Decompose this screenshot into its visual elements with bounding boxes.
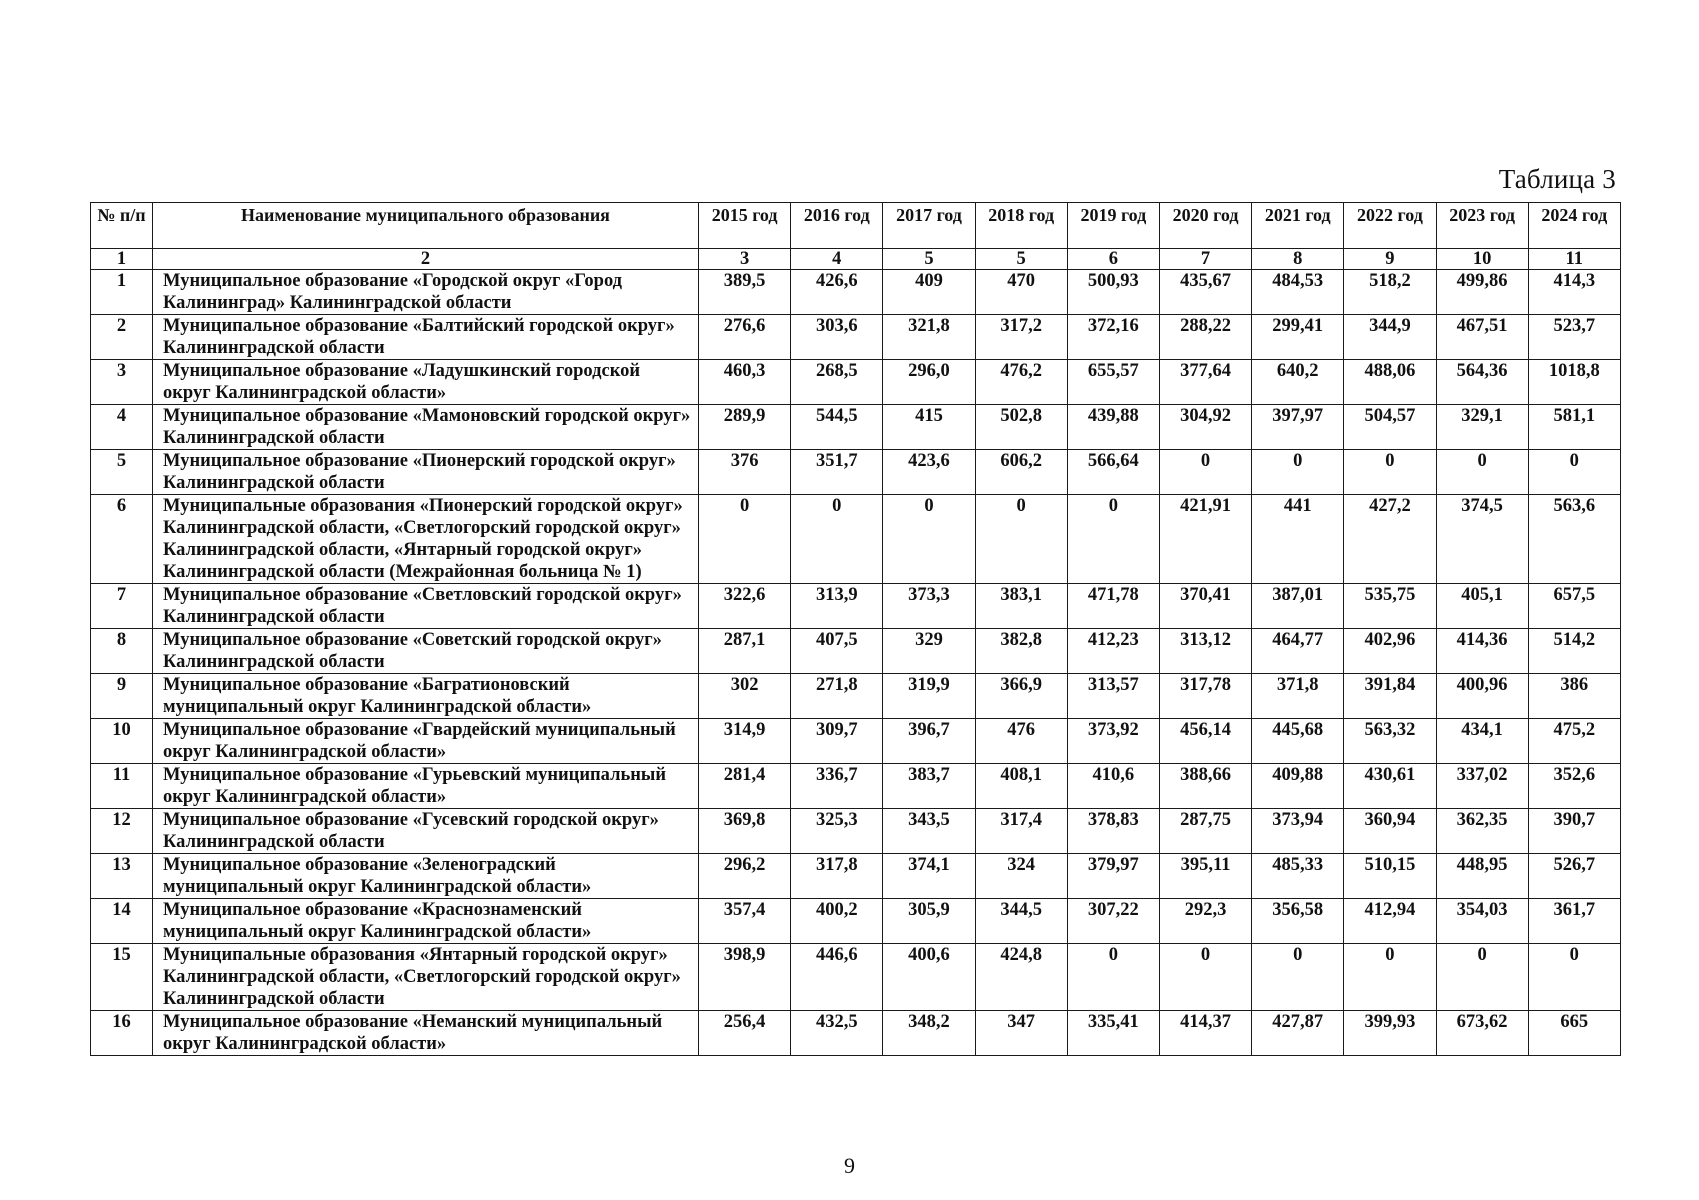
municipality-name: Муниципальное образование «Краснознаменский муниципальный округ Калининградской области» — [153, 899, 699, 944]
year-value: 307,22 — [1067, 899, 1159, 944]
municipality-name: Муниципальное образование «Гусевский городской округ» Калининградской области — [153, 809, 699, 854]
year-value: 427,2 — [1344, 495, 1436, 584]
column-number: 7 — [1159, 249, 1251, 270]
year-value: 464,77 — [1252, 629, 1344, 674]
table-row — [91, 405, 1621, 450]
year-value: 502,8 — [975, 405, 1067, 450]
municipality-name: Муниципальное образование «Мамоновский городской округ» Калининградской области — [153, 405, 699, 450]
header-year: 2017 год — [883, 203, 975, 249]
table-body — [91, 270, 1621, 1056]
row-number: 10 — [91, 719, 153, 764]
year-value: 343,5 — [883, 809, 975, 854]
year-value: 348,2 — [883, 1011, 975, 1056]
year-value: 0 — [975, 495, 1067, 584]
header-year: 2020 год — [1159, 203, 1251, 249]
municipality-name: Муниципальное образование «Зеленоградский муниципальный округ Калининградской области» — [153, 854, 699, 899]
year-value: 526,7 — [1528, 854, 1620, 899]
year-value: 0 — [1528, 944, 1620, 1011]
year-value: 281,4 — [699, 764, 791, 809]
year-value: 292,3 — [1159, 899, 1251, 944]
year-value: 386 — [1528, 674, 1620, 719]
year-value: 271,8 — [791, 674, 883, 719]
year-value: 523,7 — [1528, 315, 1620, 360]
year-value: 657,5 — [1528, 584, 1620, 629]
year-value: 335,41 — [1067, 1011, 1159, 1056]
year-value: 317,2 — [975, 315, 1067, 360]
column-number: 10 — [1436, 249, 1528, 270]
year-value: 435,67 — [1159, 270, 1251, 315]
year-value: 383,7 — [883, 764, 975, 809]
year-value: 476,2 — [975, 360, 1067, 405]
year-value: 314,9 — [699, 719, 791, 764]
year-value: 329,1 — [1436, 405, 1528, 450]
year-value: 397,97 — [1252, 405, 1344, 450]
year-value: 276,6 — [699, 315, 791, 360]
header-year: 2016 год — [791, 203, 883, 249]
page-number: 9 — [844, 1153, 855, 1178]
year-value: 379,97 — [1067, 854, 1159, 899]
municipality-name: Муниципальное образование «Гурьевский муниципальный округ Калининградской области» — [153, 764, 699, 809]
year-value: 426,6 — [791, 270, 883, 315]
year-value: 446,6 — [791, 944, 883, 1011]
year-value: 356,58 — [1252, 899, 1344, 944]
year-value: 544,5 — [791, 405, 883, 450]
row-number: 2 — [91, 315, 153, 360]
column-number: 6 — [1067, 249, 1159, 270]
column-number: 4 — [791, 249, 883, 270]
data-table — [90, 202, 1621, 1056]
year-value: 304,92 — [1159, 405, 1251, 450]
row-number: 3 — [91, 360, 153, 405]
year-value: 296,0 — [883, 360, 975, 405]
year-value: 309,7 — [791, 719, 883, 764]
row-number: 9 — [91, 674, 153, 719]
year-value: 371,8 — [1252, 674, 1344, 719]
year-value: 665 — [1528, 1011, 1620, 1056]
year-value: 287,75 — [1159, 809, 1251, 854]
year-value: 518,2 — [1344, 270, 1436, 315]
year-value: 289,9 — [699, 405, 791, 450]
row-number: 4 — [91, 405, 153, 450]
year-value: 1018,8 — [1528, 360, 1620, 405]
year-value: 441 — [1252, 495, 1344, 584]
table-row — [91, 1011, 1621, 1056]
year-value: 430,61 — [1344, 764, 1436, 809]
year-value: 673,62 — [1436, 1011, 1528, 1056]
year-value: 424,8 — [975, 944, 1067, 1011]
year-value: 640,2 — [1252, 360, 1344, 405]
year-value: 563,32 — [1344, 719, 1436, 764]
year-value: 373,94 — [1252, 809, 1344, 854]
year-value: 415 — [883, 405, 975, 450]
year-value: 402,96 — [1344, 629, 1436, 674]
year-value: 347 — [975, 1011, 1067, 1056]
year-value: 0 — [1067, 495, 1159, 584]
year-value: 563,6 — [1528, 495, 1620, 584]
year-value: 400,6 — [883, 944, 975, 1011]
year-value: 0 — [1344, 944, 1436, 1011]
year-value: 373,92 — [1067, 719, 1159, 764]
municipality-name: Муниципальные образования «Янтарный городской округ» Калининградской области, «Светлогорский городской округ» Калининградской области — [153, 944, 699, 1011]
year-value: 484,53 — [1252, 270, 1344, 315]
year-value: 303,6 — [791, 315, 883, 360]
header-year: 2023 год — [1436, 203, 1528, 249]
year-value: 317,4 — [975, 809, 1067, 854]
year-value: 313,12 — [1159, 629, 1251, 674]
year-value: 510,15 — [1344, 854, 1436, 899]
row-number: 15 — [91, 944, 153, 1011]
year-value: 0 — [1159, 944, 1251, 1011]
year-value: 370,41 — [1159, 584, 1251, 629]
year-value: 400,2 — [791, 899, 883, 944]
year-value: 369,8 — [699, 809, 791, 854]
table-row — [91, 495, 1621, 584]
header-year: 2024 год — [1528, 203, 1620, 249]
year-value: 412,94 — [1344, 899, 1436, 944]
year-value: 360,94 — [1344, 809, 1436, 854]
column-number: 3 — [699, 249, 791, 270]
year-value: 467,51 — [1436, 315, 1528, 360]
year-value: 0 — [1528, 450, 1620, 495]
year-value: 0 — [1159, 450, 1251, 495]
year-value: 500,93 — [1067, 270, 1159, 315]
year-value: 405,1 — [1436, 584, 1528, 629]
table-row — [91, 764, 1621, 809]
year-value: 476 — [975, 719, 1067, 764]
year-value: 432,5 — [791, 1011, 883, 1056]
year-value: 460,3 — [699, 360, 791, 405]
year-value: 344,9 — [1344, 315, 1436, 360]
municipality-name: Муниципальное образование «Неманский муниципальный округ Калининградской области» — [153, 1011, 699, 1056]
year-value: 427,87 — [1252, 1011, 1344, 1056]
row-number: 13 — [91, 854, 153, 899]
year-value: 475,2 — [1528, 719, 1620, 764]
year-value: 354,03 — [1436, 899, 1528, 944]
table-row — [91, 450, 1621, 495]
table-row — [91, 584, 1621, 629]
year-value: 389,5 — [699, 270, 791, 315]
year-value: 471,78 — [1067, 584, 1159, 629]
year-value: 388,66 — [1159, 764, 1251, 809]
year-value: 376 — [699, 450, 791, 495]
year-value: 344,5 — [975, 899, 1067, 944]
header-name: Наименование муниципального образования — [153, 203, 699, 249]
year-value: 268,5 — [791, 360, 883, 405]
year-value: 374,1 — [883, 854, 975, 899]
row-number: 1 — [91, 270, 153, 315]
year-value: 414,37 — [1159, 1011, 1251, 1056]
row-number: 11 — [91, 764, 153, 809]
year-value: 504,57 — [1344, 405, 1436, 450]
municipality-name: Муниципальные образования «Пионерский городской округ» Калининградской области, «Светлогорский городской округ» Калининградской области, «Янтарный городской округ» Калининградской области (Межрайонная больница № 1) — [153, 495, 699, 584]
year-value: 445,68 — [1252, 719, 1344, 764]
year-value: 313,57 — [1067, 674, 1159, 719]
year-value: 302 — [699, 674, 791, 719]
year-value: 488,06 — [1344, 360, 1436, 405]
year-value: 325,3 — [791, 809, 883, 854]
year-value: 362,35 — [1436, 809, 1528, 854]
year-value: 581,1 — [1528, 405, 1620, 450]
year-value: 337,02 — [1436, 764, 1528, 809]
year-value: 0 — [699, 495, 791, 584]
municipality-name: Муниципальное образование «Пионерский городской округ» Калининградской области — [153, 450, 699, 495]
header-num: № п/п — [91, 203, 153, 249]
year-value: 336,7 — [791, 764, 883, 809]
municipality-name: Муниципальное образование «Балтийский городской округ» Калининградской области — [153, 315, 699, 360]
year-value: 299,41 — [1252, 315, 1344, 360]
year-value: 400,96 — [1436, 674, 1528, 719]
year-value: 0 — [791, 495, 883, 584]
column-number: 11 — [1528, 249, 1620, 270]
year-value: 434,1 — [1436, 719, 1528, 764]
municipality-name: Муниципальное образование «Багратионовский муниципальный округ Калининградской области» — [153, 674, 699, 719]
year-value: 324 — [975, 854, 1067, 899]
year-value: 383,1 — [975, 584, 1067, 629]
year-value: 319,9 — [883, 674, 975, 719]
row-number: 16 — [91, 1011, 153, 1056]
header-row — [91, 203, 1621, 249]
year-value: 352,6 — [1528, 764, 1620, 809]
column-number: 9 — [1344, 249, 1436, 270]
year-value: 317,78 — [1159, 674, 1251, 719]
year-value: 366,9 — [975, 674, 1067, 719]
year-value: 396,7 — [883, 719, 975, 764]
year-value: 439,88 — [1067, 405, 1159, 450]
row-number: 8 — [91, 629, 153, 674]
year-value: 0 — [883, 495, 975, 584]
table-row — [91, 315, 1621, 360]
header-year: 2019 год — [1067, 203, 1159, 249]
year-value: 377,64 — [1159, 360, 1251, 405]
year-value: 0 — [1252, 944, 1344, 1011]
table-row — [91, 674, 1621, 719]
header-year: 2018 год — [975, 203, 1067, 249]
year-value: 329 — [883, 629, 975, 674]
table-row — [91, 899, 1621, 944]
row-number: 5 — [91, 450, 153, 495]
year-value: 566,64 — [1067, 450, 1159, 495]
year-value: 408,1 — [975, 764, 1067, 809]
table-row — [91, 719, 1621, 764]
year-value: 321,8 — [883, 315, 975, 360]
year-value: 456,14 — [1159, 719, 1251, 764]
year-value: 390,7 — [1528, 809, 1620, 854]
year-value: 412,23 — [1067, 629, 1159, 674]
table-row — [91, 854, 1621, 899]
year-value: 448,95 — [1436, 854, 1528, 899]
municipality-name: Муниципальное образование «Городской округ «Город Калининград» Калининградской области — [153, 270, 699, 315]
year-value: 256,4 — [699, 1011, 791, 1056]
year-value: 414,36 — [1436, 629, 1528, 674]
year-value: 313,9 — [791, 584, 883, 629]
header-year: 2022 год — [1344, 203, 1436, 249]
table-row — [91, 270, 1621, 315]
year-value: 0 — [1436, 944, 1528, 1011]
year-value: 399,93 — [1344, 1011, 1436, 1056]
year-value: 322,6 — [699, 584, 791, 629]
header-year: 2021 год — [1252, 203, 1344, 249]
table-row — [91, 944, 1621, 1011]
table-row — [91, 360, 1621, 405]
year-value: 373,3 — [883, 584, 975, 629]
year-value: 305,9 — [883, 899, 975, 944]
column-number: 5 — [883, 249, 975, 270]
column-number: 8 — [1252, 249, 1344, 270]
year-value: 391,84 — [1344, 674, 1436, 719]
row-number: 7 — [91, 584, 153, 629]
column-number: 1 — [91, 249, 153, 270]
municipality-name: Муниципальное образование «Советский городской округ» Калининградской области — [153, 629, 699, 674]
year-value: 287,1 — [699, 629, 791, 674]
year-value: 421,91 — [1159, 495, 1251, 584]
year-value: 296,2 — [699, 854, 791, 899]
year-value: 317,8 — [791, 854, 883, 899]
table-row — [91, 809, 1621, 854]
year-value: 387,01 — [1252, 584, 1344, 629]
year-value: 395,11 — [1159, 854, 1251, 899]
year-value: 485,33 — [1252, 854, 1344, 899]
year-value: 382,8 — [975, 629, 1067, 674]
row-number: 12 — [91, 809, 153, 854]
municipality-name: Муниципальное образование «Гвардейский муниципальный округ Калининградской области» — [153, 719, 699, 764]
year-value: 351,7 — [791, 450, 883, 495]
table-row — [91, 629, 1621, 674]
year-value: 409 — [883, 270, 975, 315]
header-year: 2015 год — [699, 203, 791, 249]
year-value: 0 — [1344, 450, 1436, 495]
year-value: 0 — [1252, 450, 1344, 495]
year-value: 357,4 — [699, 899, 791, 944]
year-value: 0 — [1067, 944, 1159, 1011]
year-value: 410,6 — [1067, 764, 1159, 809]
table-caption: Таблица 3 — [1498, 164, 1616, 194]
year-value: 407,5 — [791, 629, 883, 674]
year-value: 423,6 — [883, 450, 975, 495]
year-value: 564,36 — [1436, 360, 1528, 405]
column-number-row — [91, 249, 1621, 270]
year-value: 409,88 — [1252, 764, 1344, 809]
year-value: 288,22 — [1159, 315, 1251, 360]
year-value: 535,75 — [1344, 584, 1436, 629]
year-value: 0 — [1436, 450, 1528, 495]
year-value: 372,16 — [1067, 315, 1159, 360]
municipality-name: Муниципальное образование «Светловский городской округ» Калининградской области — [153, 584, 699, 629]
year-value: 655,57 — [1067, 360, 1159, 405]
municipality-name: Муниципальное образование «Ладушкинский городской округ Калининградской области» — [153, 360, 699, 405]
year-value: 470 — [975, 270, 1067, 315]
row-number: 14 — [91, 899, 153, 944]
column-number: 2 — [153, 249, 699, 270]
year-value: 414,3 — [1528, 270, 1620, 315]
row-number: 6 — [91, 495, 153, 584]
year-value: 361,7 — [1528, 899, 1620, 944]
year-value: 499,86 — [1436, 270, 1528, 315]
year-value: 398,9 — [699, 944, 791, 1011]
year-value: 514,2 — [1528, 629, 1620, 674]
year-value: 378,83 — [1067, 809, 1159, 854]
year-value: 374,5 — [1436, 495, 1528, 584]
year-value: 606,2 — [975, 450, 1067, 495]
column-number: 5 — [975, 249, 1067, 270]
